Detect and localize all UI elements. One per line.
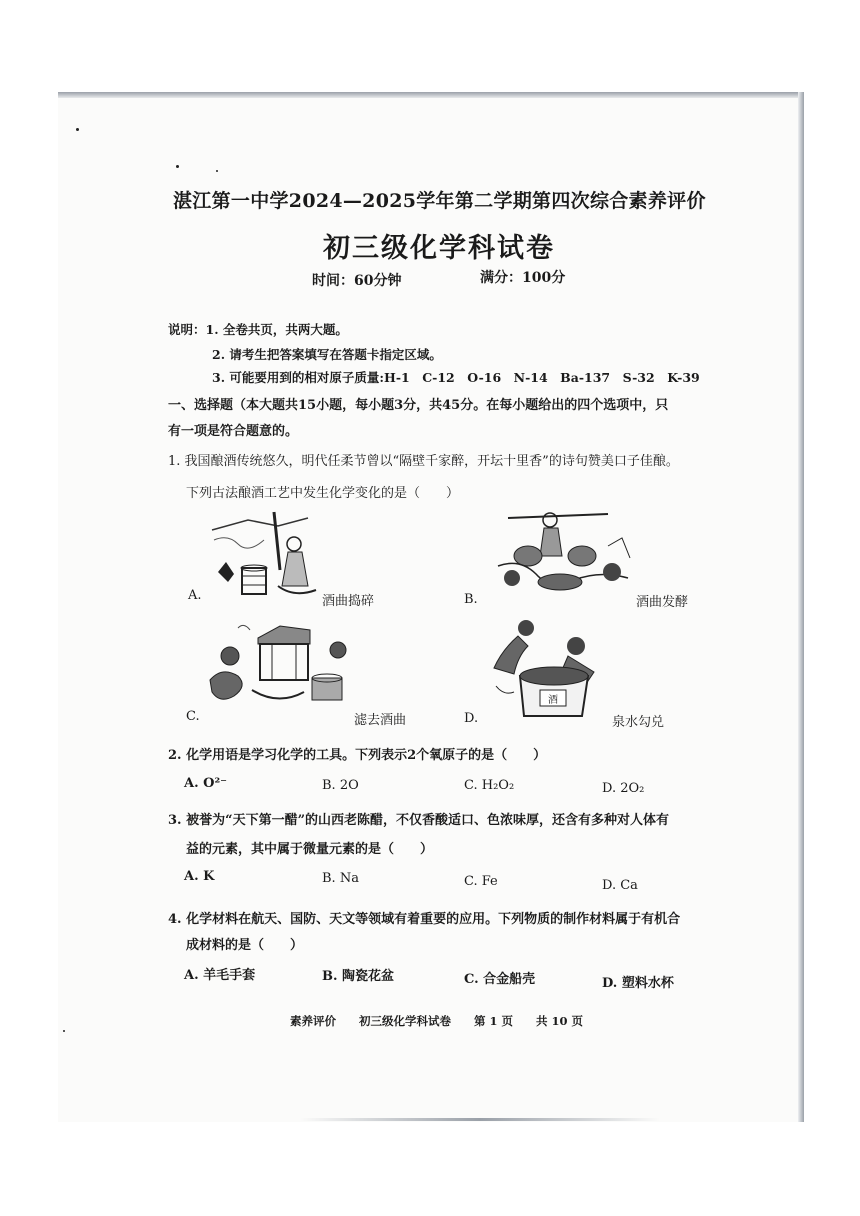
scan-speck	[176, 165, 179, 168]
note-line-2: 2. 请考生把答案填写在答题卡指定区域。	[212, 347, 442, 362]
question-1-option-d-letter: D.	[464, 711, 479, 726]
question-4-option-a: A. 羊毛手套	[184, 968, 256, 983]
question-1-stem-2: 下列古法酿酒工艺中发生化学变化的是（ ）	[186, 486, 460, 501]
scan-speck	[216, 170, 218, 172]
time-limit: 时间：60分钟	[312, 273, 402, 289]
pounding-illustration-icon	[208, 510, 320, 602]
question-2-option-b: B. 2O	[322, 778, 359, 793]
note-line-3: 3. 可能要用到的相对原子质量:H-1 C-12 O-16 N-14 Ba-137 S-32 K-39	[212, 370, 700, 385]
question-1-option-d-caption: 泉水勾兑	[612, 715, 665, 730]
svg-text:酒: 酒	[548, 695, 558, 706]
question-4-stem: 4. 化学材料在航天、国防、天文等领域有着重要的应用。下列物质的制作材料属于有机合	[168, 912, 681, 927]
scan-speck	[76, 128, 79, 131]
scan-edge-top	[58, 92, 804, 98]
question-2-stem: 2. 化学用语是学习化学的工具。下列表示2个氧原子的是（ ）	[168, 748, 547, 763]
question-1-option-c-caption: 滤去酒曲	[354, 713, 407, 728]
question-1-option-c-letter: C.	[186, 709, 200, 724]
scan-speck	[63, 1030, 65, 1032]
question-2-option-a: A. O²⁻	[184, 776, 228, 791]
question-3-option-b: B. Na	[322, 871, 359, 886]
scan-edge-right	[798, 92, 804, 1122]
question-1-option-b-letter: B.	[464, 592, 478, 607]
question-1-option-a-letter: A.	[188, 588, 202, 603]
question-3-option-a: A. K	[184, 869, 215, 884]
question-2-option-c: C. H₂O₂	[464, 778, 515, 793]
question-3-option-d: D. Ca	[602, 878, 638, 893]
question-4-option-c: C. 合金船壳	[464, 972, 536, 987]
section-heading-line-2: 有一项是符合题意的。	[168, 424, 299, 439]
exam-title: 湛江第一中学2024—2025学年第二学期第四次综合素养评价	[173, 190, 706, 212]
note-line-1: 说明：1. 全卷共页，共两大题。	[168, 322, 348, 337]
question-1-option-a-caption: 酒曲捣碎	[322, 594, 375, 609]
scan-edge-bottom	[300, 1118, 660, 1121]
fermenting-illustration-icon	[490, 506, 636, 602]
blending-illustration-icon	[484, 616, 606, 720]
question-3-option-c: C. Fe	[464, 874, 498, 889]
question-2-option-d: D. 2O₂	[602, 781, 645, 796]
filtering-illustration-icon	[208, 620, 354, 712]
question-4-stem-2: 成材料的是（ ）	[186, 938, 304, 953]
question-1-option-b-caption: 酒曲发酵	[636, 595, 689, 610]
exam-subtitle: 初三级化学科试卷	[323, 233, 555, 264]
question-1-stem: 1. 我国酿酒传统悠久，明代任柔节曾以“隔壁千家醉，开坛十里香”的诗句赞美口子佳酿。	[168, 454, 679, 469]
question-3-stem: 3. 被誉为“天下第一醋”的山西老陈醋，不仅香酸适口、色浓味厚，还含有多种对人体有	[168, 813, 670, 828]
question-3-stem-2: 益的元素，其中属于微量元素的是（ ）	[186, 842, 434, 857]
full-score: 满分：100分	[480, 270, 566, 286]
question-4-option-d: D. 塑料水杯	[602, 976, 674, 991]
page-footer: 素养评价 初三级化学科试卷 第 1 页 共 10 页	[290, 1014, 584, 1028]
section-heading-line-1: 一、选择题（本大题共15小题，每小题3分，共45分。在每小题给出的四个选项中，只	[168, 398, 669, 413]
question-4-option-b: B. 陶瓷花盆	[322, 969, 395, 984]
